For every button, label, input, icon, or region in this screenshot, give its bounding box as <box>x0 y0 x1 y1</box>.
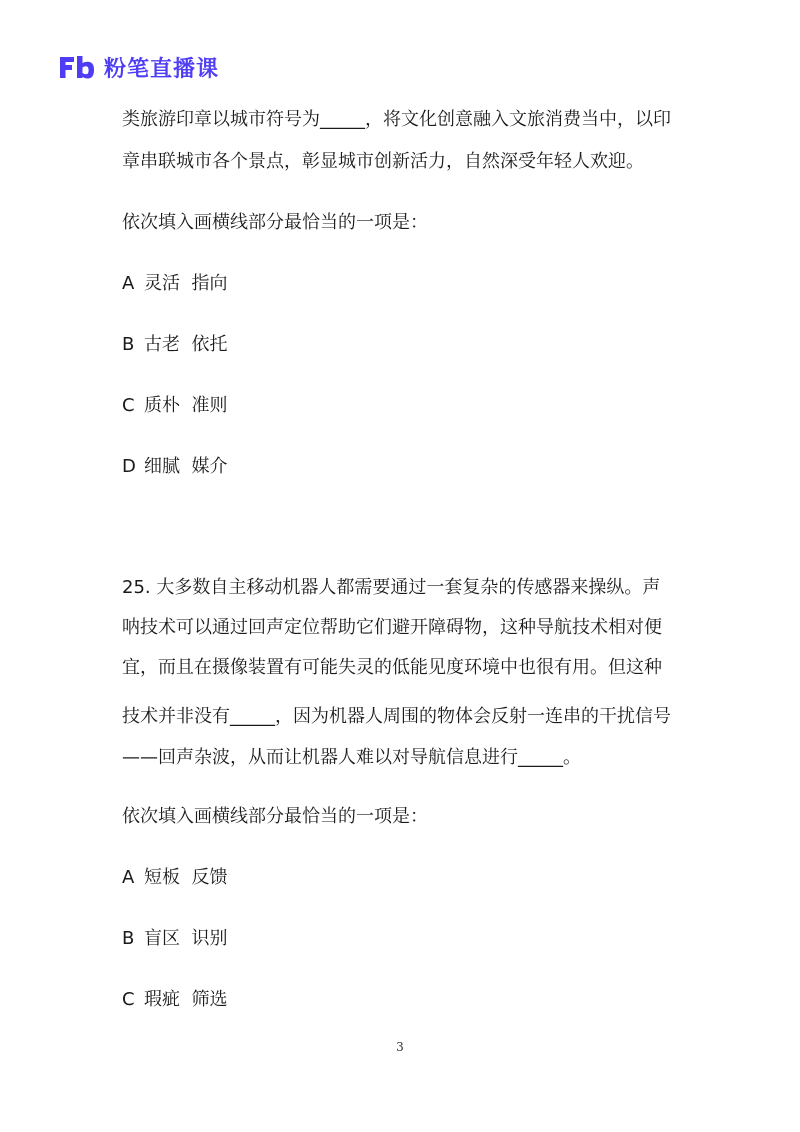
page-number: 3 <box>396 1040 404 1054</box>
option-letter: B <box>122 334 135 355</box>
q25-body-line-3: 宜，而且在摄像装置有可能失灵的低能见度环境中也很有用。但这种 <box>122 657 662 678</box>
q25-option-b[interactable] <box>122 927 227 951</box>
q25-option-c[interactable] <box>122 988 227 1012</box>
q25-body-line-4: 技术并非没有_____，因为机器人周围的物体会反射一连串的干扰信号 <box>122 706 671 727</box>
option-text: 细腻 媒介 <box>144 456 228 477</box>
option-text: 瑕疵 筛选 <box>144 989 228 1010</box>
q25-prompt: 依次填入画横线部分最恰当的一项是： <box>122 806 428 827</box>
option-letter: A <box>122 867 135 888</box>
option-letter: A <box>122 273 135 294</box>
option-text: 灵活 指向 <box>144 273 228 294</box>
brand-name: 粉笔直播课 <box>104 56 220 82</box>
option-letter: C <box>122 989 135 1010</box>
q24-prompt: 依次填入画横线部分最恰当的一项是： <box>122 212 428 233</box>
q25-body-line-1: 25. 大多数自主移动机器人都需要通过一套复杂的传感器来操纵。声 <box>122 577 661 598</box>
q24-option-c[interactable] <box>122 394 227 418</box>
q25-option-a[interactable] <box>122 866 227 890</box>
q24-option-d[interactable] <box>122 455 227 479</box>
q25-body-line-2: 呐技术可以通过回声定位帮助它们避开障碍物，这种导航技术相对便 <box>122 617 662 638</box>
option-letter: D <box>122 456 136 477</box>
option-text: 盲区 识别 <box>144 928 228 949</box>
q25-body-line-5: ——回声杂波，从而让机器人难以对导航信息进行_____。 <box>122 747 581 768</box>
q24-body-line-2: 章串联城市各个景点，彰显城市创新活力，自然深受年轻人欢迎。 <box>122 151 644 172</box>
q24-body-line-1: 类旅游印章以城市符号为_____，将文化创意融入文旅消费当中，以印 <box>122 109 671 130</box>
option-letter: B <box>122 928 135 949</box>
brand-logo <box>58 52 219 82</box>
q24-option-b[interactable] <box>122 333 227 357</box>
option-text: 质朴 准则 <box>144 395 228 416</box>
q24-option-a[interactable] <box>122 272 227 296</box>
option-text: 古老 依托 <box>144 334 228 355</box>
fenbi-logo-icon <box>58 54 96 80</box>
option-letter: C <box>122 395 135 416</box>
option-text: 短板 反馈 <box>144 867 228 888</box>
